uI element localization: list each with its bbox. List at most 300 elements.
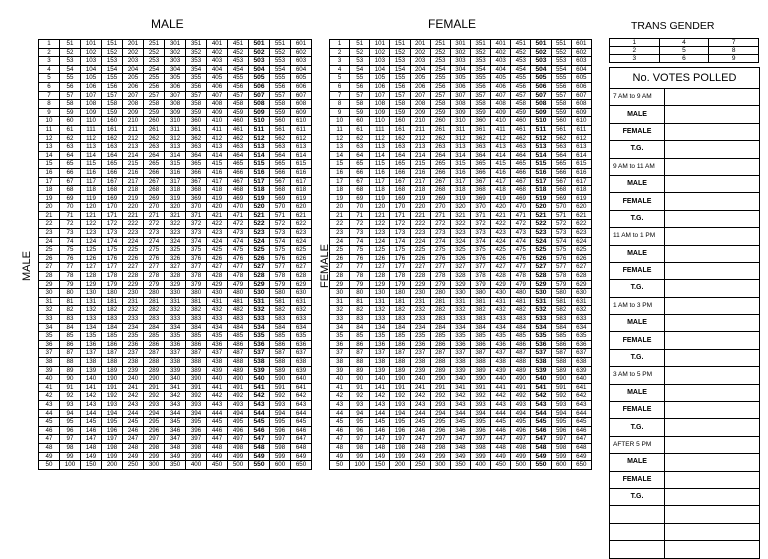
serial-cell: 72 [60,220,81,229]
count-entry-cell[interactable] [665,349,760,366]
serial-cell: 583 [270,315,291,324]
row-number-cell: 44 [330,409,350,418]
serial-cell: 318 [450,186,470,195]
serial-cell: 459 [511,108,531,117]
serial-cell: 102 [81,48,102,57]
serial-cell: 642 [571,392,591,401]
serial-cell: 89 [60,366,81,375]
count-entry-cell[interactable] [665,193,760,210]
count-entry-cell[interactable] [665,384,760,401]
serial-cell: 129 [370,280,390,289]
serial-cell: 107 [81,91,102,100]
serial-cell: 346 [165,426,186,435]
serial-cell: 93 [350,400,370,409]
serial-cell: 503 [531,57,551,66]
serial-cell: 443 [207,400,228,409]
row-number-cell: 33 [39,315,60,324]
time-slot-label: 11 AM to 1 PM [610,228,665,245]
serial-cell: 644 [571,409,591,418]
count-entry-cell[interactable] [665,332,760,349]
serial-cell: 283 [144,315,165,324]
serial-cell: 338 [165,357,186,366]
serial-cell: 499 [511,452,531,461]
serial-cell: 158 [390,100,410,109]
serial-cell: 420 [491,203,511,212]
serial-cell: 436 [491,340,511,349]
trans-gender-cell: 8 [709,47,759,55]
serial-cell: 368 [470,186,490,195]
serial-cell: 516 [531,168,551,177]
serial-cell: 648 [291,443,312,452]
serial-cell: 259 [144,108,165,117]
serial-cell: 391 [470,383,490,392]
serial-cell: 477 [228,263,249,272]
serial-cell: 271 [430,211,450,220]
count-entry-cell[interactable] [665,367,760,384]
serial-cell: 291 [430,383,450,392]
serial-cell: 560 [270,117,291,126]
trans-gender-cell: 6 [659,55,709,63]
count-entry-cell[interactable] [665,210,760,227]
serial-cell: 478 [511,272,531,281]
serial-cell: 424 [207,237,228,246]
serial-cell: 469 [511,194,531,203]
count-entry-cell[interactable] [665,523,760,540]
serial-cell: 423 [491,229,511,238]
serial-cell: 570 [551,203,571,212]
serial-cell: 119 [370,194,390,203]
row-number-cell: 2 [330,48,350,57]
serial-cell: 623 [291,229,312,238]
serial-cell: 381 [470,297,490,306]
serial-cell: 255 [430,74,450,83]
serial-cell: 320 [450,203,470,212]
serial-cell: 502 [249,48,270,57]
serial-cell: 284 [430,323,450,332]
polled-row [610,106,760,123]
serial-cell: 515 [531,160,551,169]
serial-cell: 606 [291,82,312,91]
serial-cell: 209 [123,108,144,117]
count-entry-cell[interactable] [665,419,760,436]
serial-cell: 414 [207,151,228,160]
row-number-cell: 37 [39,349,60,358]
serial-cell: 250 [123,461,144,470]
count-entry-cell[interactable] [665,506,760,523]
serial-cell: 611 [291,125,312,134]
serial-cell: 379 [186,280,207,289]
grid-row [330,40,592,49]
count-entry-cell[interactable] [665,297,760,314]
serial-cell: 394 [470,409,490,418]
serial-cell: 96 [350,426,370,435]
serial-cell: 411 [207,125,228,134]
serial-cell: 274 [144,237,165,246]
serial-cell: 420 [207,203,228,212]
serial-cell: 576 [551,254,571,263]
polled-row [610,280,760,297]
count-entry-cell[interactable] [665,471,760,488]
serial-cell: 71 [350,211,370,220]
row-number-cell: 49 [39,452,60,461]
serial-cell: 327 [450,263,470,272]
serial-cell: 67 [60,177,81,186]
serial-cell: 309 [165,108,186,117]
gender-label: MALE [610,245,665,262]
serial-cell: 441 [491,383,511,392]
serial-cell: 252 [144,48,165,57]
serial-cell: 626 [571,254,591,263]
serial-cell: 533 [249,315,270,324]
serial-cell: 293 [430,400,450,409]
serial-cell: 287 [144,349,165,358]
serial-cell: 249 [123,452,144,461]
serial-cell: 619 [571,194,591,203]
serial-cell: 634 [291,323,312,332]
serial-cell: 188 [102,357,123,366]
row-number-cell: 47 [39,435,60,444]
serial-cell: 100 [60,461,81,470]
serial-cell: 514 [531,151,551,160]
serial-cell: 540 [249,375,270,384]
serial-cell: 505 [531,74,551,83]
serial-cell: 126 [81,254,102,263]
count-entry-cell[interactable] [665,245,760,262]
serial-cell: 447 [491,435,511,444]
serial-cell: 492 [511,392,531,401]
count-entry-cell[interactable] [665,175,760,192]
serial-cell: 185 [390,332,410,341]
serial-cell: 125 [81,246,102,255]
count-entry-cell[interactable] [665,158,760,175]
polled-row [610,141,760,158]
count-entry-cell[interactable] [665,488,760,505]
serial-cell: 390 [186,375,207,384]
serial-cell: 128 [81,272,102,281]
count-entry-cell[interactable] [665,262,760,279]
serial-cell: 481 [228,297,249,306]
serial-cell: 323 [165,229,186,238]
count-entry-cell[interactable] [665,541,760,558]
serial-cell: 98 [350,443,370,452]
serial-cell: 221 [410,211,430,220]
serial-cell: 181 [102,297,123,306]
serial-cell: 631 [291,297,312,306]
serial-cell: 198 [390,443,410,452]
row-number-cell: 18 [39,186,60,195]
serial-cell: 621 [291,211,312,220]
count-entry-cell[interactable] [665,280,760,297]
serial-cell: 323 [450,229,470,238]
serial-cell: 228 [123,272,144,281]
serial-cell: 425 [491,246,511,255]
serial-cell: 287 [430,349,450,358]
serial-cell: 596 [551,426,571,435]
serial-cell: 243 [123,400,144,409]
serial-cell: 471 [228,211,249,220]
serial-cell: 449 [491,452,511,461]
serial-cell: 532 [249,306,270,315]
serial-cell: 516 [249,168,270,177]
count-entry-cell[interactable] [665,436,760,453]
row-number-cell: 33 [330,315,350,324]
count-entry-cell[interactable] [665,106,760,123]
serial-cell: 261 [430,125,450,134]
serial-cell: 530 [531,289,551,298]
serial-cell: 579 [270,280,291,289]
serial-cell: 62 [60,134,81,143]
serial-cell: 198 [102,443,123,452]
grid-row [39,340,312,349]
serial-cell: 364 [470,151,490,160]
serial-cell: 492 [228,392,249,401]
male-serial-grid [38,39,312,470]
serial-cell: 466 [228,168,249,177]
serial-cell: 647 [571,435,591,444]
serial-cell: 225 [410,246,430,255]
polled-row [610,419,760,436]
serial-cell: 218 [123,186,144,195]
serial-cell: 417 [207,177,228,186]
serial-cell: 378 [470,272,490,281]
row-number-cell: 5 [39,74,60,83]
serial-cell: 86 [60,340,81,349]
serial-cell: 151 [390,40,410,49]
count-entry-cell[interactable] [665,141,760,158]
serial-cell: 83 [350,315,370,324]
serial-cell: 63 [350,143,370,152]
grid-row [39,263,312,272]
serial-cell: 510 [531,117,551,126]
serial-cell: 407 [207,91,228,100]
serial-cell: 629 [571,280,591,289]
serial-cell: 305 [450,74,470,83]
serial-cell: 348 [165,443,186,452]
serial-cell: 459 [228,108,249,117]
serial-cell: 633 [571,315,591,324]
serial-cell: 548 [531,443,551,452]
serial-cell: 614 [291,151,312,160]
serial-cell: 122 [370,220,390,229]
serial-cell: 340 [450,375,470,384]
male-side-label: MALE [20,251,33,281]
serial-cell: 372 [186,220,207,229]
trans-gender-cell: 1 [610,39,660,47]
count-entry-cell[interactable] [665,123,760,140]
grid-row [39,229,312,238]
serial-cell: 480 [228,289,249,298]
serial-cell: 276 [430,254,450,263]
grid-row [39,323,312,332]
serial-cell: 146 [81,426,102,435]
serial-cell: 490 [228,375,249,384]
grid-row [39,177,312,186]
serial-cell: 52 [60,48,81,57]
serial-cell: 400 [470,461,490,470]
serial-cell: 315 [450,160,470,169]
serial-cell: 189 [390,366,410,375]
row-number-cell: 48 [39,443,60,452]
count-entry-cell[interactable] [665,228,760,245]
serial-cell: 150 [81,461,102,470]
polled-row [610,384,760,401]
serial-cell: 62 [350,134,370,143]
serial-cell: 578 [270,272,291,281]
polled-row [610,541,760,558]
serial-cell: 238 [410,357,430,366]
serial-cell: 63 [60,143,81,152]
count-entry-cell[interactable] [665,402,760,419]
count-entry-cell[interactable] [665,89,760,106]
count-entry-cell[interactable] [665,315,760,332]
serial-cell: 180 [390,289,410,298]
serial-cell: 194 [102,409,123,418]
serial-cell: 139 [370,366,390,375]
serial-cell: 580 [270,289,291,298]
serial-cell: 433 [207,315,228,324]
serial-cell: 401 [491,40,511,49]
serial-cell: 306 [165,82,186,91]
serial-cell: 550 [531,461,551,470]
serial-cell: 162 [102,134,123,143]
serial-cell: 157 [390,91,410,100]
serial-cell: 387 [186,349,207,358]
serial-cell: 51 [60,40,81,49]
serial-cell: 82 [350,306,370,315]
serial-cell: 544 [249,409,270,418]
serial-cell: 440 [491,375,511,384]
serial-cell: 589 [270,366,291,375]
serial-cell: 167 [390,177,410,186]
serial-cell: 504 [249,65,270,74]
serial-cell: 570 [270,203,291,212]
serial-cell: 86 [350,340,370,349]
serial-cell: 367 [186,177,207,186]
serial-cell: 158 [102,100,123,109]
serial-cell: 153 [102,57,123,66]
row-number-cell: 39 [330,366,350,375]
serial-cell: 517 [249,177,270,186]
serial-cell: 594 [270,409,291,418]
grid-row [39,65,312,74]
serial-cell: 300 [430,461,450,470]
serial-cell: 213 [410,143,430,152]
serial-cell: 580 [551,289,571,298]
serial-cell: 282 [144,306,165,315]
serial-cell: 438 [207,357,228,366]
serial-cell: 485 [228,332,249,341]
serial-cell: 353 [186,57,207,66]
grid-row [330,65,592,74]
serial-cell: 577 [551,263,571,272]
serial-cell: 357 [470,91,490,100]
serial-cell: 437 [491,349,511,358]
serial-cell: 650 [571,461,591,470]
row-number-cell: 10 [39,117,60,126]
serial-cell: 277 [430,263,450,272]
serial-cell: 341 [450,383,470,392]
serial-cell: 452 [511,48,531,57]
serial-cell: 229 [410,280,430,289]
serial-cell: 110 [370,117,390,126]
trans-gender-cell: 2 [610,47,660,55]
serial-cell: 186 [390,340,410,349]
grid-row [330,409,592,418]
serial-cell: 123 [370,229,390,238]
serial-cell: 326 [450,254,470,263]
serial-cell: 56 [60,82,81,91]
serial-cell: 636 [291,340,312,349]
serial-cell: 400 [186,461,207,470]
serial-cell: 338 [450,357,470,366]
serial-cell: 483 [228,315,249,324]
serial-cell: 142 [81,392,102,401]
serial-cell: 618 [291,186,312,195]
serial-cell: 646 [291,426,312,435]
polled-row [610,402,760,419]
serial-cell: 475 [511,246,531,255]
serial-cell: 251 [144,40,165,49]
serial-cell: 368 [186,186,207,195]
serial-cell: 578 [551,272,571,281]
serial-cell: 141 [81,383,102,392]
serial-cell: 604 [571,65,591,74]
serial-cell: 564 [270,151,291,160]
row-number-cell: 50 [39,461,60,470]
serial-cell: 218 [410,186,430,195]
serial-cell: 222 [123,220,144,229]
serial-cell: 51 [350,40,370,49]
serial-cell: 460 [511,117,531,126]
row-number-cell: 13 [39,143,60,152]
serial-cell: 584 [270,323,291,332]
polled-row [610,367,760,384]
serial-cell: 593 [551,400,571,409]
serial-cell: 395 [186,418,207,427]
votes-polled-title: No. VOTES POLLED [610,68,760,89]
serial-cell: 593 [270,400,291,409]
serial-cell: 133 [81,315,102,324]
serial-cell: 512 [531,134,551,143]
grid-row [330,418,592,427]
serial-cell: 635 [571,332,591,341]
count-entry-cell[interactable] [665,454,760,471]
serial-cell: 587 [551,349,571,358]
serial-cell: 540 [531,375,551,384]
serial-cell: 102 [370,48,390,57]
serial-cell: 350 [450,461,470,470]
serial-cell: 104 [81,65,102,74]
serial-cell: 527 [531,263,551,272]
serial-cell: 110 [81,117,102,126]
serial-cell: 328 [450,272,470,281]
serial-cell: 185 [102,332,123,341]
row-number-cell: 6 [39,82,60,91]
serial-cell: 367 [470,177,490,186]
serial-cell: 245 [123,418,144,427]
serial-cell: 328 [165,272,186,281]
serial-cell: 411 [491,125,511,134]
row-number-cell: 42 [330,392,350,401]
serial-cell: 537 [249,349,270,358]
serial-cell: 233 [123,315,144,324]
serial-cell: 402 [207,48,228,57]
polled-row [610,228,760,245]
time-slot-label: 3 AM to 5 PM [610,367,665,384]
serial-cell: 57 [350,91,370,100]
row-number-cell: 38 [39,357,60,366]
serial-cell: 566 [551,168,571,177]
